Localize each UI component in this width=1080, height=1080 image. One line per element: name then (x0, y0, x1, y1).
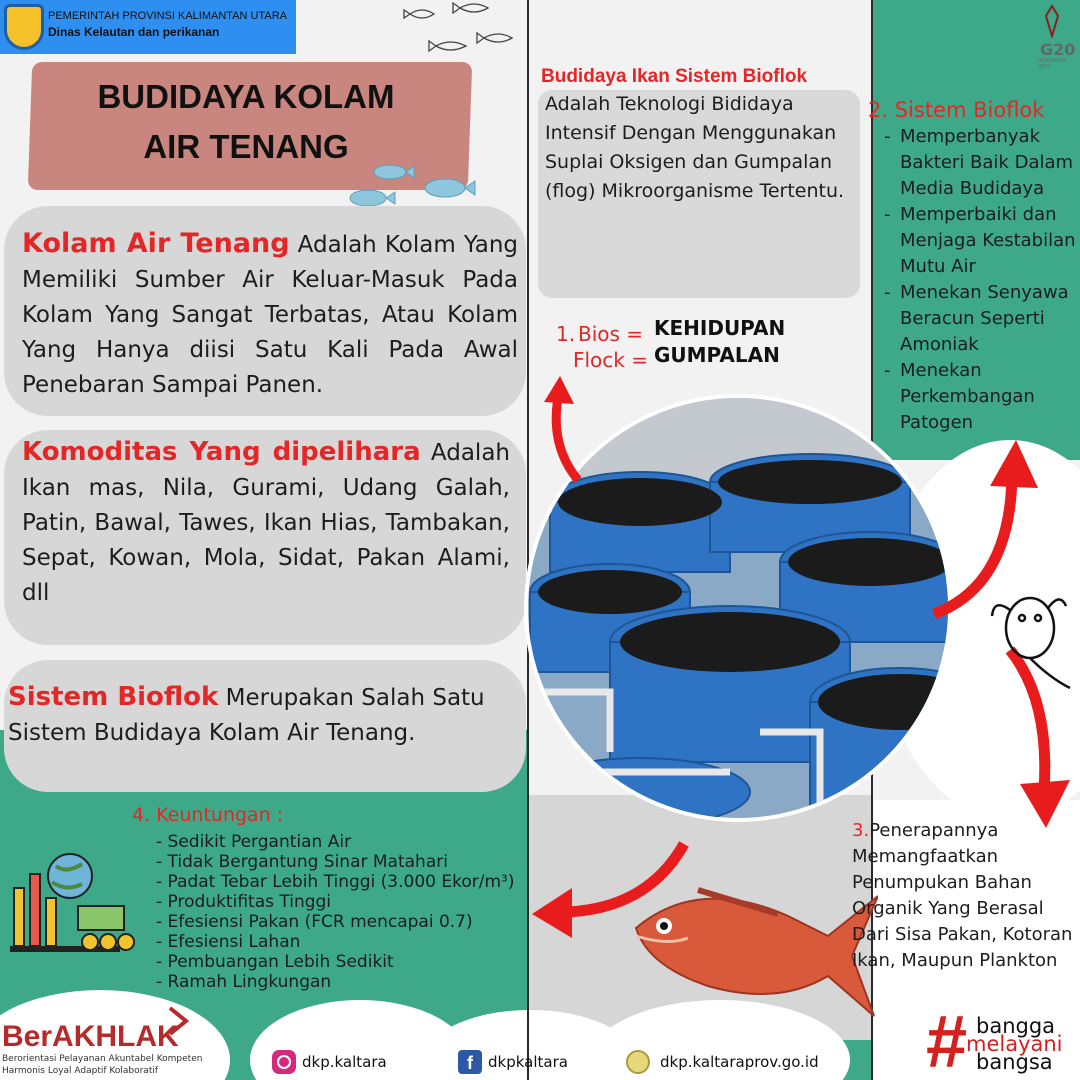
section3-body: Merupakan Salah Satu Sistem Budidaya Kolam Air Tenang. (8, 685, 485, 746)
red-fish-icon (628, 866, 878, 1036)
page-title-line1: BUDIDAYA KOLAM (97, 78, 395, 115)
def-bios-term: Bios = (578, 322, 644, 346)
website-url: dkp.kaltaraprov.go.id (660, 1053, 819, 1071)
arrow-up-left-icon (530, 376, 600, 486)
list-item: - Ramah Lingkungan (156, 972, 332, 992)
catfish-icon (990, 588, 1080, 698)
g20-logo-icon (1042, 4, 1062, 38)
facebook-link[interactable] (458, 1050, 568, 1074)
g20-text: G20 (1040, 40, 1076, 59)
slogan-line3: bangsa (976, 1050, 1053, 1074)
penerapan-num: 3. (852, 820, 870, 841)
instagram-icon (272, 1050, 296, 1074)
def-num: 1. (556, 322, 576, 346)
section2-heading: Komoditas Yang dipelihara (22, 437, 421, 467)
facebook-handle: dkpkaltara (488, 1053, 568, 1071)
section3-text (8, 680, 508, 751)
def-flock-term: Flock = (573, 348, 648, 372)
facebook-icon: f (458, 1050, 482, 1074)
section1-heading: Kolam Air Tenang (22, 228, 290, 259)
list-item: - Menekan Senyawa Beracun Seperti Amoniak (884, 282, 1069, 355)
keuntungan-list (156, 832, 528, 992)
bioflok-heading: Budidaya Ikan Sistem Bioflok (541, 66, 808, 87)
list-item: - Efesiensi Pakan (FCR mencapai 0.7) (156, 912, 473, 932)
list-item: - Memperbaiki dan Menjaga Kestabilan Mutu Air (884, 204, 1076, 277)
g20-sub: INDONESIA 2022 (1038, 58, 1066, 70)
finance-chart-icon (6, 848, 136, 958)
section3-heading: Sistem Bioflok (8, 682, 219, 712)
def-flock-value: GUMPALAN (654, 343, 780, 367)
kaltara-logo (4, 4, 44, 50)
page-title-line2: AIR TENANG (143, 128, 349, 165)
slogan-line2: melayani (966, 1032, 1063, 1056)
section1-text (22, 226, 518, 403)
berakhlak-line1: Berorientasi Pelayanan Akuntabel Kompeten (2, 1054, 203, 1064)
list-item: - Tidak Bergantung Sinar Matahari (156, 852, 448, 872)
globe-icon (626, 1050, 650, 1074)
instagram-handle: dkp.kaltara (302, 1053, 387, 1071)
website-link[interactable] (626, 1050, 819, 1074)
list-item: - Pembuangan Lebih Sedikit (156, 952, 394, 972)
instagram-link[interactable] (272, 1050, 387, 1074)
section2-text (22, 435, 510, 611)
sistem-list (884, 124, 1080, 436)
bioflok-body: Adalah Teknologi Bididaya Intensif Dengan Menggunakan Suplai Oksigen dan Gumpalan (flog) Mikroorganisme Tertentu. (545, 93, 845, 202)
sistem-heading: 2. Sistem Bioflok (868, 98, 1045, 122)
keuntungan-heading: 4. Keuntungan : (132, 804, 284, 826)
list-item: - Memperbanyak Bakteri Baik Dalam Media Budidaya (884, 126, 1074, 199)
org-line2: Dinas Kelautan dan perikanan (48, 25, 220, 39)
list-item: - Padat Tebar Lebih Tinggi (3.000 Ekor/m³) (156, 872, 515, 892)
penerapan-text (852, 818, 1080, 974)
berakhlak-logo: BerAKHLAK (2, 1020, 179, 1053)
slogan-hash: # (926, 1000, 968, 1080)
berakhlak-chevron-icon (166, 1006, 190, 1036)
list-item: - Efesiensi Lahan (156, 932, 301, 952)
list-item: - Sedikit Pergantian Air (156, 832, 352, 852)
section1-body: Adalah Kolam Yang Memiliki Sumber Air Keluar-Masuk Pada Kolam Yang Sangat Terbatas, Atau Kolam Yang Hanya diisi Satu Kali Pada Awal Penebaran Sampai Panen. (22, 232, 518, 398)
org-line1: PEMERINTAH PROVINSI KALIMANTAN UTARA (48, 10, 287, 22)
slogan-line1: bangga (976, 1014, 1056, 1038)
section2-body: Adalah Ikan mas, Nila, Gurami, Udang Galah, Patin, Bawal, Tawes, Ikan Hias, Tambakan, Sepat, Kowan, Mola, Sidat, Pakan Alami, dll (22, 440, 510, 606)
penerapan-body: Penerapannya Memangfaatkan Penumpukan Bahan Organik Yang Berasal Dari Sisa Pakan, Kotoran Ikan, Maupun Plankton (852, 820, 1073, 971)
list-item: - Menekan Perkembangan Patogen (884, 360, 1035, 433)
list-item: - Produktifitas Tinggi (156, 892, 332, 912)
berakhlak-line2: Harmonis Loyal Adaptif Kolaboratif (2, 1066, 159, 1076)
def-bios-value: KEHIDUPAN (654, 316, 786, 340)
